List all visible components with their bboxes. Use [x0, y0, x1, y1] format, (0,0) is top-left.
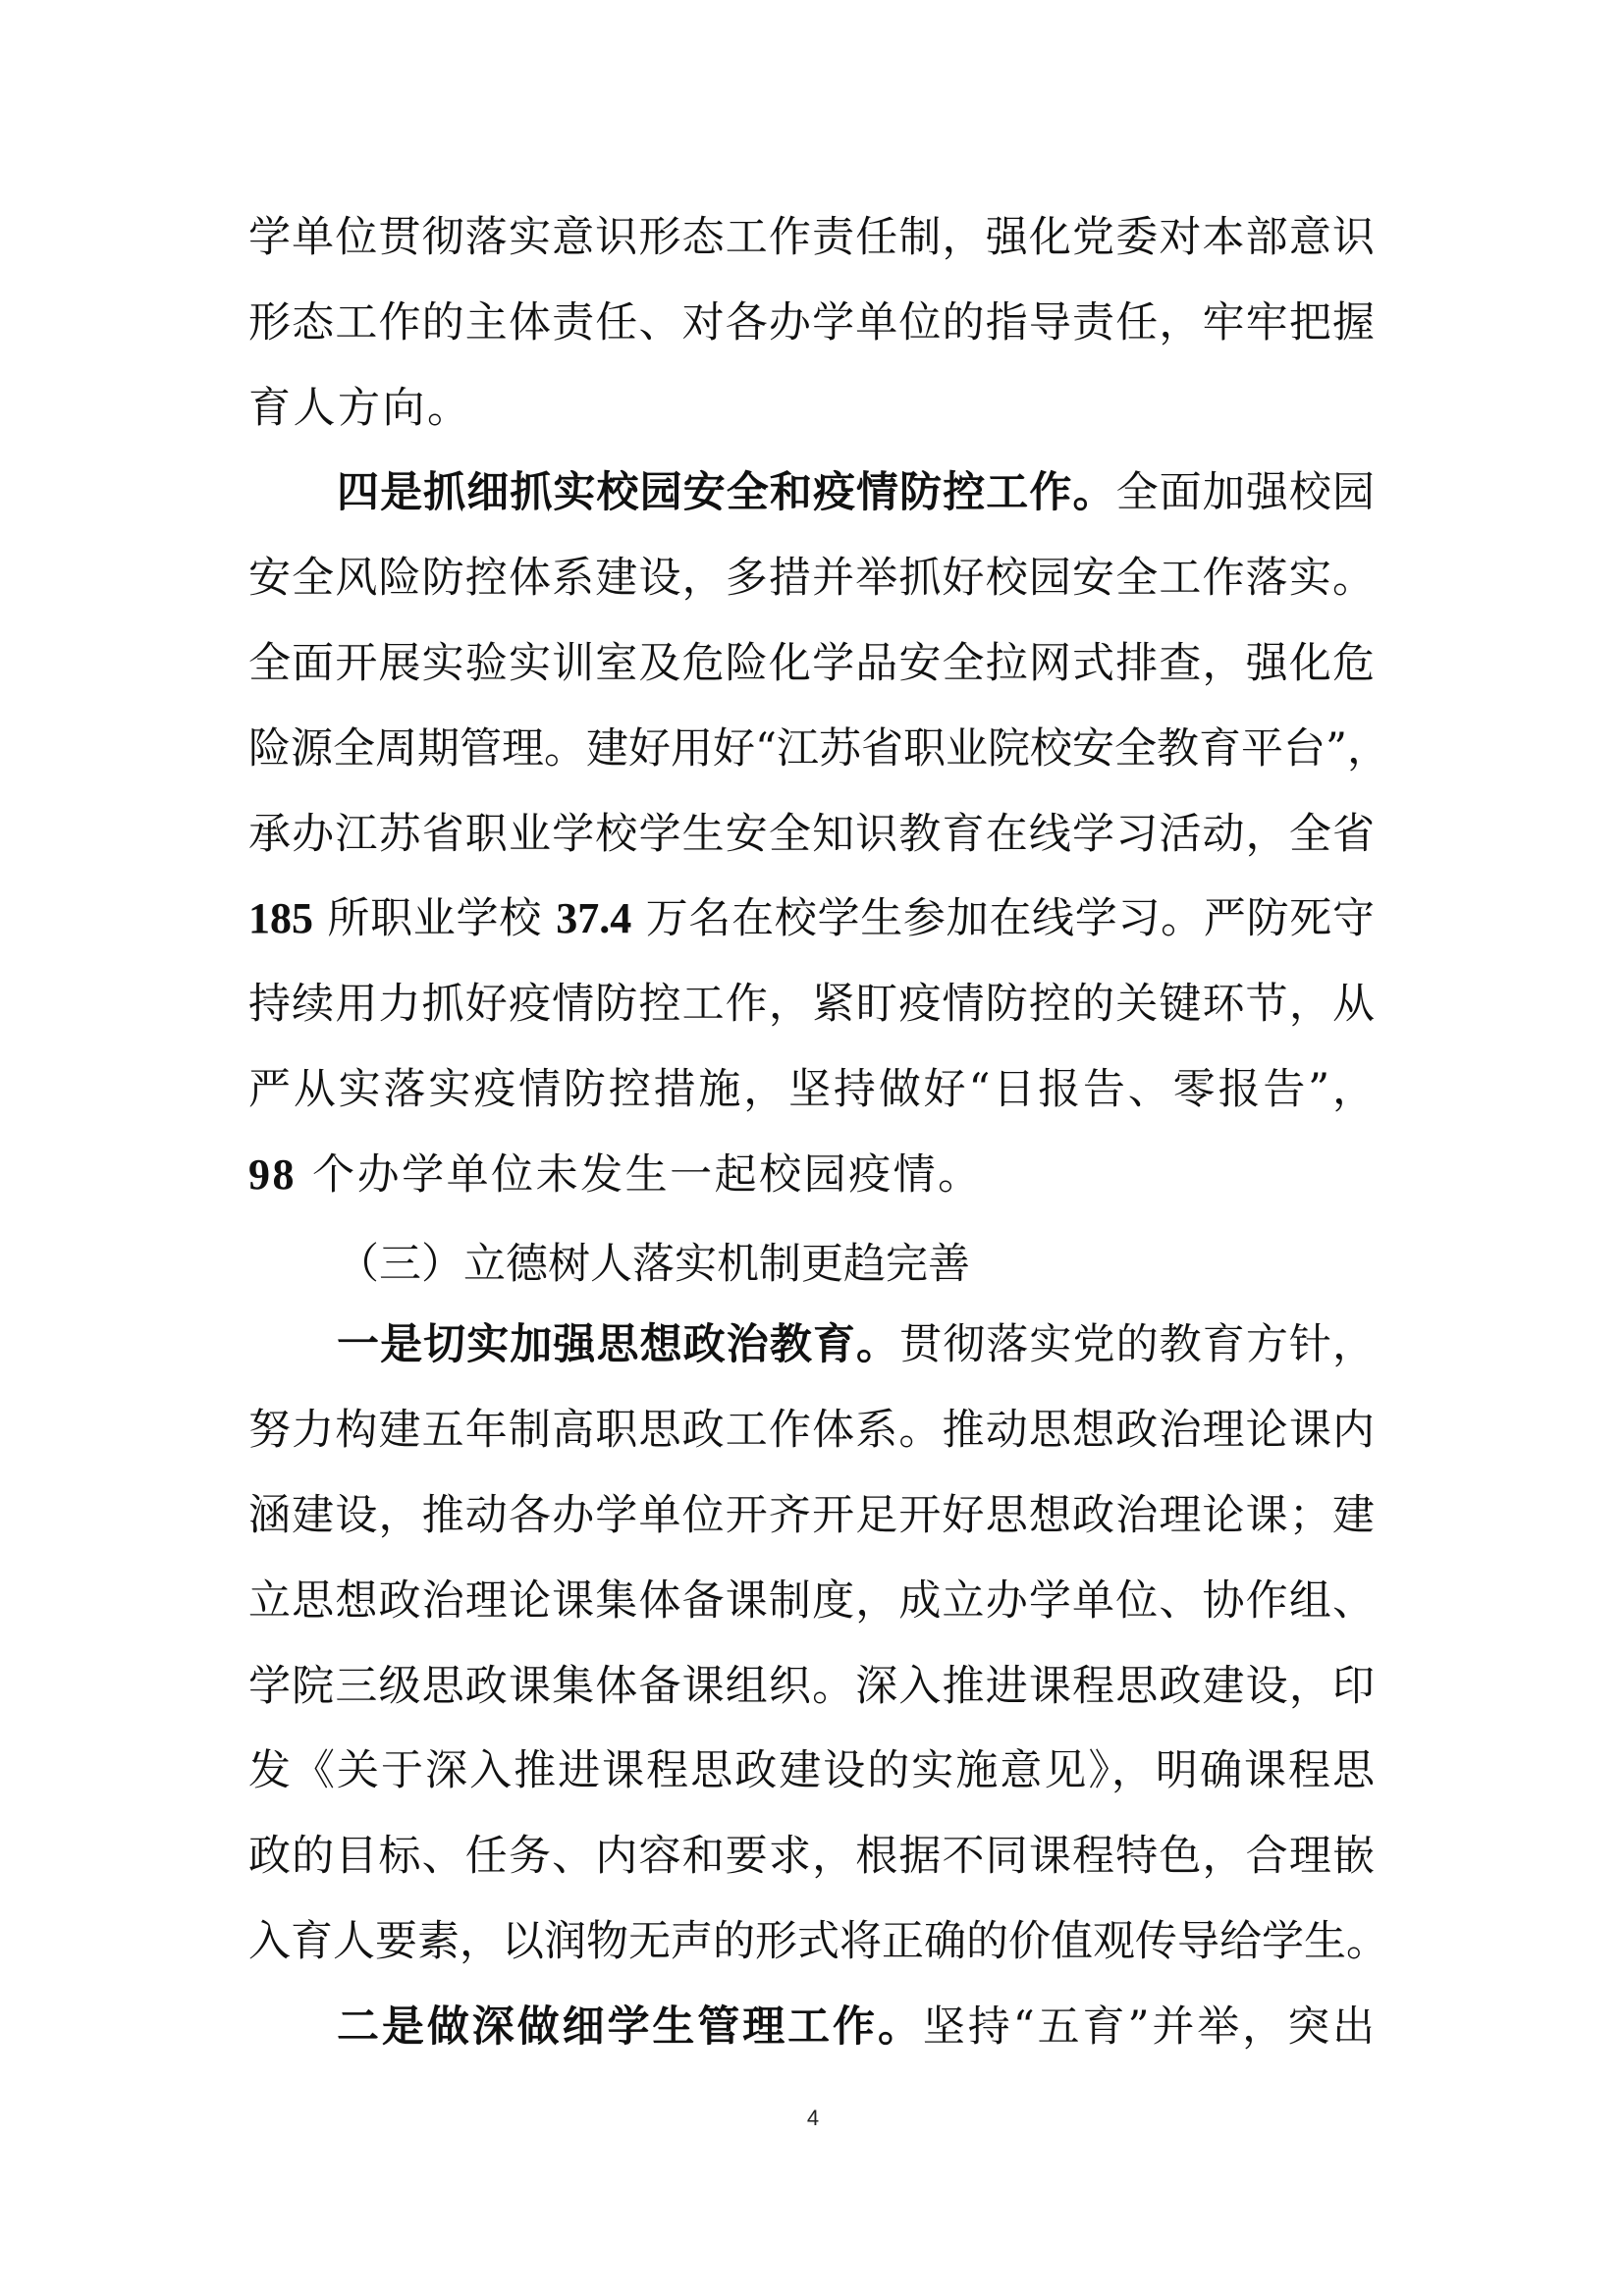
- bold-lead-phrase: 四是抓细抓实校园安全和疫情防控工作。: [337, 468, 1116, 518]
- text-line: [248, 1492, 1375, 1539]
- text-segment: 育人方向。: [248, 383, 472, 433]
- text-line: [248, 299, 1375, 347]
- text-segment: 所职业学校: [313, 894, 557, 944]
- section-heading: [337, 1241, 1375, 1288]
- text-segment: 发《关于深入推进课程思政建设的实施意见》，明确课程思: [248, 1746, 1375, 1796]
- text-line: [248, 723, 1389, 774]
- bold-lead-phrase: 二是做深做细学生管理工作。: [337, 2002, 923, 2052]
- text-line: [248, 1833, 1375, 1880]
- text-segment: 险源全周期管理。建好用好“江苏省职业院校安全教育平台”，: [248, 723, 1389, 774]
- text-line: [248, 981, 1375, 1028]
- text-line: [248, 1577, 1375, 1625]
- text-line: [248, 895, 1375, 942]
- text-line: [248, 555, 1375, 602]
- text-segment: 涵建设，推动各办学单位开齐开足开好思想政治理论课；建: [248, 1491, 1375, 1540]
- text-line: [248, 1663, 1375, 1710]
- text-segment: 安全风险防控体系建设，多措并举抓好校园安全工作落实。: [248, 554, 1375, 604]
- text-segment: 努力构建五年制高职思政工作体系。推动思想政治理论课内: [248, 1406, 1375, 1456]
- text-line: [248, 214, 1375, 261]
- text-segment: 万名在校学生参加在线学习。严防死守: [631, 894, 1375, 944]
- text-segment: 全面加强校园: [1115, 468, 1376, 518]
- text-segment: （三）立德树人落实机制更趋完善: [337, 1239, 970, 1289]
- text-segment: 政的目标、任务、内容和要求，根据不同课程特色，合理嵌: [248, 1832, 1375, 1882]
- text-segment: 学院三级思政课集体备课组织。深入推进课程思政建设，印: [248, 1661, 1375, 1711]
- text-segment: 坚持“五育”并举，突出: [922, 2002, 1376, 2052]
- text-line: [248, 1151, 1375, 1199]
- text-segment: 贯彻落实党的教育方针，: [899, 1320, 1376, 1370]
- number-value: 185: [248, 894, 313, 943]
- number-value: 37.4: [556, 894, 632, 943]
- text-line: [248, 1407, 1375, 1454]
- text-line: [337, 1321, 1375, 1368]
- text-line: [248, 811, 1375, 858]
- text-segment: 持续用力抓好疫情防控工作，紧盯疫情防控的关键环节，从: [248, 980, 1375, 1030]
- text-segment: 学单位贯彻落实意识形态工作责任制，强化党委对本部意识: [248, 213, 1375, 262]
- page-number: 4: [806, 2106, 820, 2130]
- text-segment: 形态工作的主体责任、对各办学单位的指导责任，牢牢把握: [248, 297, 1375, 347]
- text-line: [337, 469, 1375, 516]
- text-segment: 入育人要素，以润物无声的形式将正确的价值观传导给学生。: [248, 1917, 1388, 1966]
- text-line: [248, 1917, 1388, 1966]
- text-segment: 全面开展实验实训室及危险化学品安全拉网式排查，强化危: [248, 639, 1375, 688]
- text-segment: 严从实落实疫情防控措施，坚持做好“日报告、零报告”，: [248, 1065, 1375, 1114]
- text-line: [248, 1066, 1375, 1113]
- text-line: [248, 385, 1375, 432]
- text-segment: 立思想政治理论课集体备课制度，成立办学单位、协作组、: [248, 1575, 1375, 1626]
- text-segment: 个办学单位未发生一起校园疫情。: [297, 1149, 983, 1200]
- text-line: [248, 1747, 1375, 1794]
- text-line: [337, 2003, 1375, 2051]
- text-line: [248, 640, 1375, 687]
- bold-lead-phrase: 一是切实加强思想政治教育。: [337, 1320, 900, 1370]
- text-segment: 承办江苏省职业学校学生安全知识教育在线学习活动，全省: [248, 809, 1375, 859]
- number-value: 98: [248, 1149, 297, 1199]
